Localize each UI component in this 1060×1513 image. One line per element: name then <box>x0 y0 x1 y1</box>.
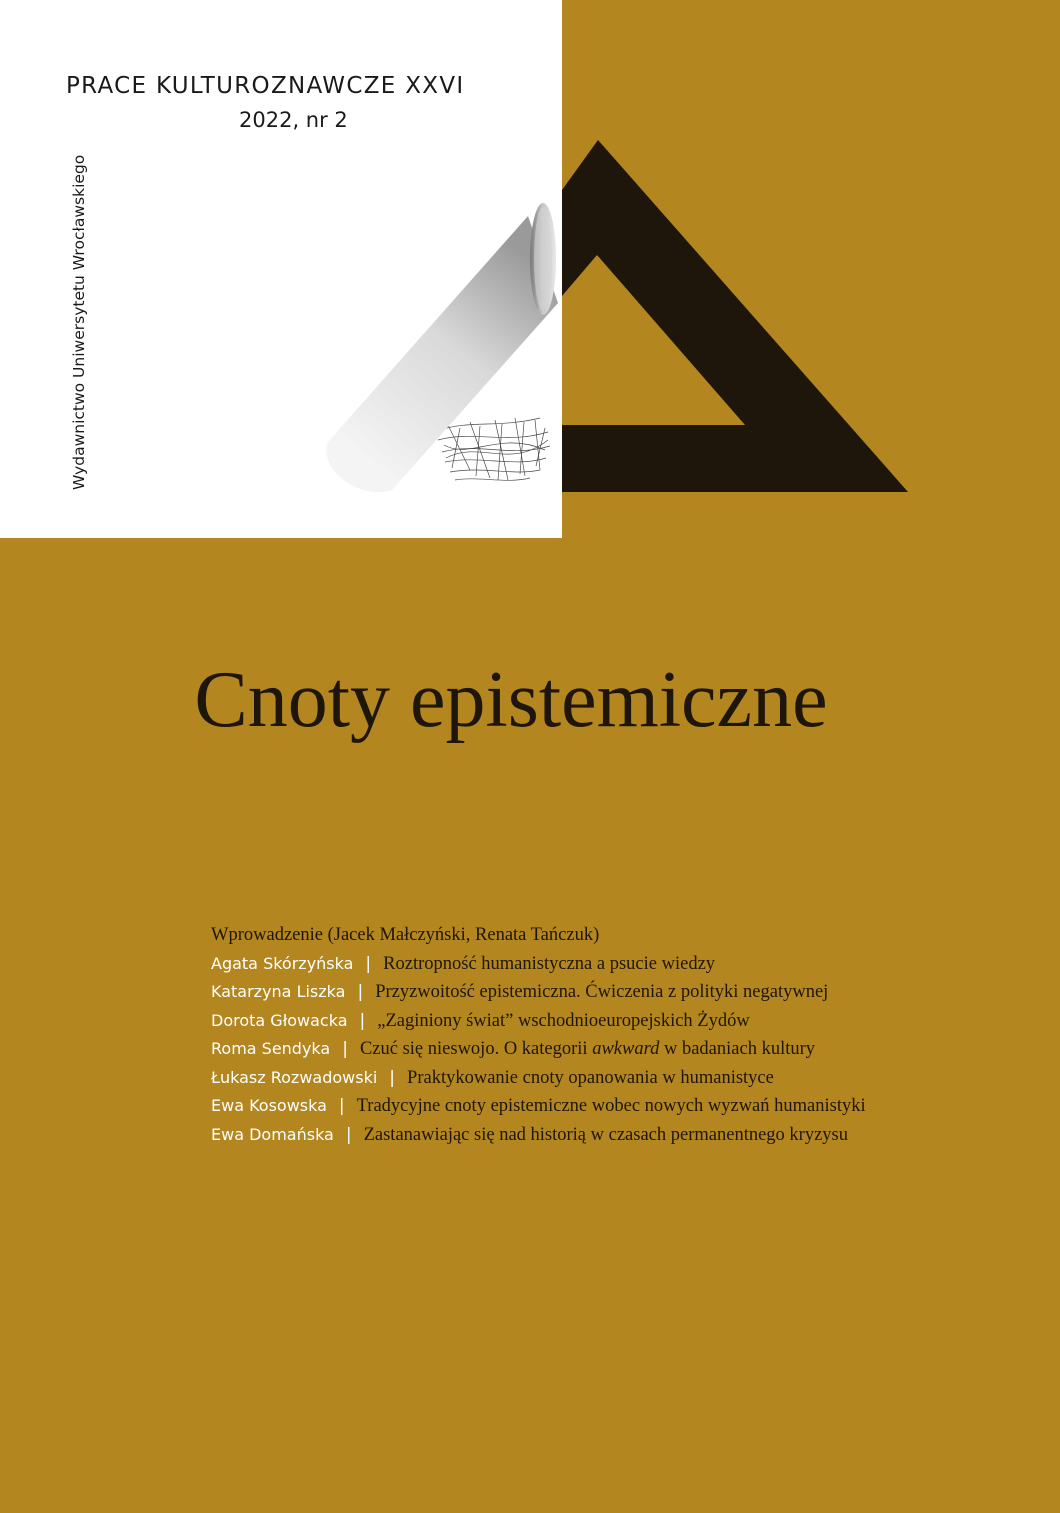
toc-intro: Wprowadzenie (Jacek Małczyński, Renata Tańczuk) <box>211 925 600 945</box>
toc-entry <box>211 1068 1031 1097</box>
toc-entry <box>211 1096 1031 1125</box>
toc-article-title: Czuć się nieswojo. O kategorii awkward w badaniach kultury <box>359 1039 816 1059</box>
toc-author: Roma Sendyka <box>211 1039 331 1058</box>
toc-author: Ewa Domańska <box>211 1124 334 1144</box>
toc-separator: | <box>365 953 372 974</box>
toc-article-title: Przyzwoitość epistemiczna. Ćwiczenia z polityki negatywnej <box>375 982 829 1002</box>
toc-author: Agata Skórzyńska <box>211 953 354 973</box>
publisher-name: Wydawnictwo Uniwersytetu Wrocławskiego <box>70 154 88 490</box>
cover-illustration <box>0 0 1060 560</box>
toc-separator: | <box>338 1096 345 1116</box>
toc-entry <box>211 982 1031 1011</box>
toc-entry <box>211 954 1031 983</box>
toc-entry <box>211 1125 1031 1154</box>
toc-article-title: Praktykowanie cnoty opanowania w humanistyce <box>407 1067 774 1088</box>
toc-separator: | <box>357 982 364 1002</box>
issue-number: 2022, nr 2 <box>239 108 348 132</box>
toc-article-title: „Zaginiony świat” wschodnioeuropejskich Żydów <box>377 1010 750 1031</box>
toc-article-title: Zastanawiając się nad historią w czasach permanentnego kryzysu <box>363 1124 848 1145</box>
scribble-tuft <box>438 418 550 480</box>
toc-separator: | <box>345 1124 352 1145</box>
toc-separator: | <box>389 1067 396 1088</box>
toc-entry <box>211 1039 1031 1068</box>
toc-author: Katarzyna Liszka <box>211 982 346 1001</box>
toc-separator: | <box>359 1010 366 1031</box>
toc-separator: | <box>342 1039 348 1059</box>
toc-article-title: Roztropność humanistyczna a psucie wiedzy <box>383 953 716 974</box>
triangle-shape <box>562 140 908 492</box>
table-of-contents <box>211 925 1031 1153</box>
toc-author: Łukasz Rozwadowski <box>211 1067 378 1087</box>
toc-author: Ewa Kosowska <box>211 1096 327 1115</box>
cover-title: Cnoty epistemiczne <box>194 656 828 744</box>
toc-entry <box>211 1011 1031 1040</box>
toc-author: Dorota Głowacka <box>211 1010 348 1030</box>
toc-article-title: Tradycyjne cnoty epistemiczne wobec nowych wyzwań humanistyki <box>356 1096 866 1116</box>
series-title: PRACE KULTUROZNAWCZE XXVI <box>66 73 465 99</box>
toc-italic-term: awkward <box>592 1039 660 1059</box>
